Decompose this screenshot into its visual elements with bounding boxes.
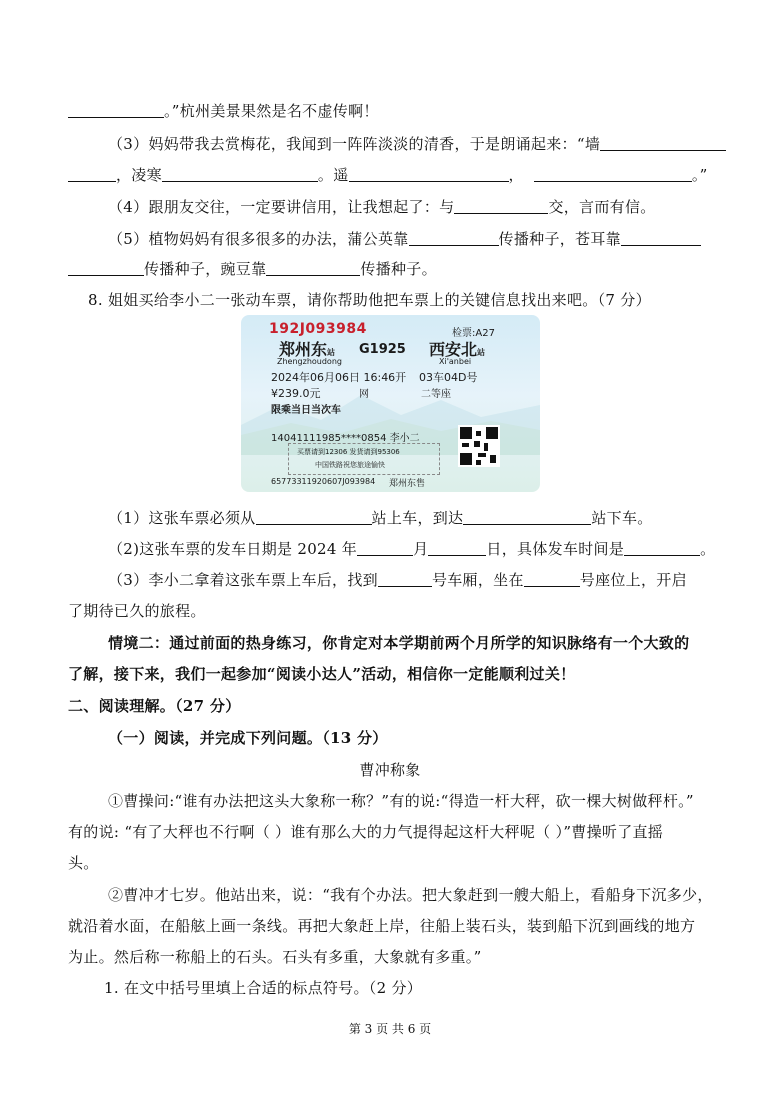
ticket-sold: 郑州东售 <box>389 479 426 489</box>
blank[interactable] <box>378 571 432 587</box>
blank[interactable] <box>600 135 726 151</box>
ticket-serial: 192J093984 <box>269 321 367 337</box>
blank[interactable] <box>357 540 413 556</box>
question-1: 1. 在文中括号里填上合适的标点符号。（2 分） <box>104 979 423 997</box>
page-footer: 第 3 页 共 6 页 <box>348 1022 432 1036</box>
ticket-class: 二等座 <box>421 389 451 400</box>
ticket-from-pinyin: Zhengzhoudong <box>277 357 342 366</box>
paragraph-2-line-1: ②曹冲才七岁。他站出来，说：“我有个办法。把大象赶到一艘大船上，看船身下沉多少， <box>108 886 713 904</box>
blank[interactable] <box>68 260 144 276</box>
ticket-notice-box: 买票请到12306 发货请到95306 中国铁路祝您旅途愉快 <box>288 443 440 475</box>
blank[interactable] <box>68 166 116 182</box>
paragraph-2-line-2: 就沿着水面，在船舷上画一条线。再把大象赶上岸，往船上装石头，装到船下沉到画线的地方 <box>68 917 696 935</box>
scenario-text-2: 了解，接下来，我们一起参加“阅读小达人”活动，相信你一定能顺利过关！ <box>68 665 576 683</box>
question-4: （4）跟朋友交往，一定要讲信用，让我想起了：与 交，言而有信。 <box>108 198 656 216</box>
paragraph-1-line-2: 有的说: “有了大秤也不行啊（ ）谁有那么大的力气提得起这杆大秤呢（ ）”曹操听了直摇 <box>68 823 664 841</box>
blank[interactable] <box>68 102 164 118</box>
ticket-train-number: G1925 <box>359 342 406 357</box>
section-heading: 二、阅读理解。（27 分） <box>68 697 241 715</box>
blank[interactable] <box>256 509 372 525</box>
ticket-qr-code <box>458 425 500 467</box>
ticket-online: 网 <box>359 389 369 400</box>
ticket-code: 65773311920607J093984 <box>271 477 376 486</box>
ticket-price: ¥239.0元 <box>271 387 321 400</box>
ticket-question-2: （2)这张车票的发车日期是 2024 年 月 日，具体发车时间是 。 <box>108 540 716 558</box>
ticket-id: 14041111985****0854 李小二 <box>271 433 420 444</box>
blank[interactable] <box>624 540 700 556</box>
blank[interactable] <box>349 166 509 182</box>
ticket-to-pinyin: Xi'anbei <box>439 357 472 366</box>
blank[interactable] <box>534 166 692 182</box>
train-ticket-image <box>241 315 540 492</box>
ticket-gate: 检票:A27 <box>452 328 495 339</box>
question-5: （5）植物妈妈有很多很多的办法，蒲公英靠 传播种子，苍耳靠 <box>108 228 701 249</box>
question-3: （3）妈妈带我去赏梅花，我闻到一阵阵淡淡的清香，于是朗诵起来：“墙 <box>108 133 726 154</box>
paragraph-1-line-1: ①曹操问:“谁有办法把这头大象称一称？”有的说:“得造一杆大秤，砍一棵大树做秤杆。” <box>108 792 694 810</box>
question-3-cont: ，凌寒 。遥 ， 。” <box>68 164 708 185</box>
ticket-seat: 03车04D号 <box>419 371 478 384</box>
paragraph-1-line-3: 头。 <box>68 854 99 872</box>
blank[interactable] <box>524 571 580 587</box>
blank[interactable] <box>162 166 318 182</box>
paragraph-2-line-3: 为止。然后称一称船上的石头。石头有多重，大象就有多重。” <box>68 948 482 966</box>
blank[interactable] <box>428 540 486 556</box>
subsection-heading: （一）阅读，并完成下列问题。（13 分） <box>108 729 388 747</box>
ticket-question-3: （3）李小二拿着这张车票上车后，找到 号车厢，坐在 号座位上，开启 <box>108 571 687 589</box>
scenario-text-1: 情境二：通过前面的热身练习，你肯定对本学期前两个月所学的知识脉络有一个大致的 <box>108 634 690 652</box>
question-5-cont: 传播种子，豌豆靠 传播种子。 <box>68 258 437 279</box>
question-8: 8. 姐姐买给李小二一张动车票，请你帮助他把车票上的关键信息找出来吧。（7 分） <box>88 291 651 309</box>
ticket-question-3-cont: 了期待已久的旅程。 <box>68 602 206 620</box>
passage-title: 曹冲称象 <box>359 761 421 779</box>
ticket-valid: 限乘当日当次车 <box>271 405 341 416</box>
blank[interactable] <box>266 260 360 276</box>
ticket-question-1: （1）这张车票必须从 站上车，到达 站下车。 <box>108 509 653 527</box>
blank[interactable] <box>409 230 499 246</box>
blank[interactable] <box>454 198 548 214</box>
ticket-to: 西安北站 <box>429 340 486 359</box>
blank[interactable] <box>621 230 701 246</box>
ticket-datetime: 2024年06月06日 16:46开 <box>271 371 407 384</box>
fill-line-1: 。”杭州美景果然是名不虚传啊！ <box>68 100 379 121</box>
blank[interactable] <box>463 509 591 525</box>
ticket-from: 郑州东站 <box>279 340 336 359</box>
